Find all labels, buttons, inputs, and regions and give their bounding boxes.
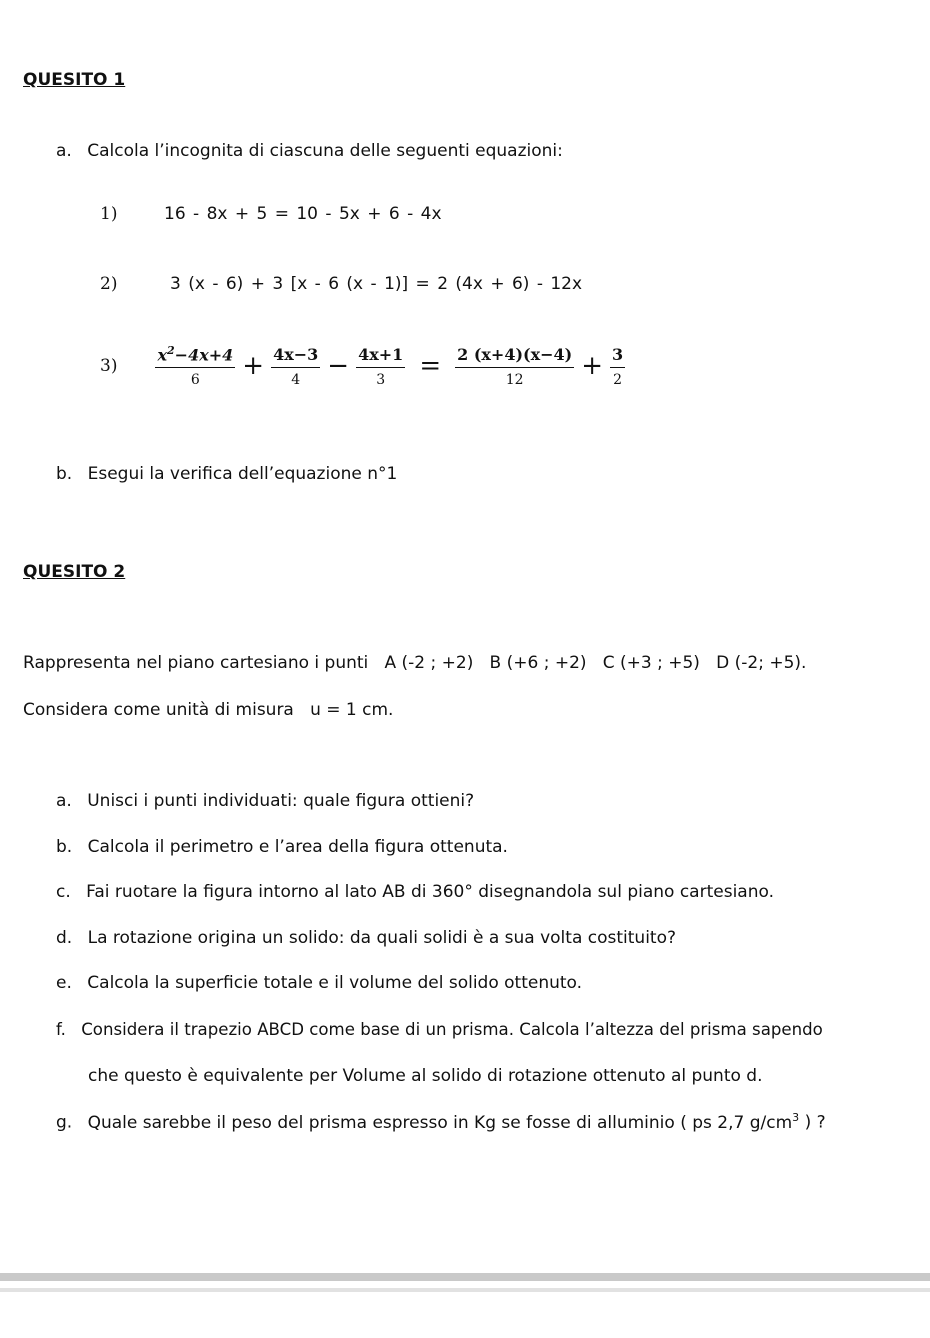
fraction-5-num: 3 xyxy=(610,345,625,368)
fraction-4 xyxy=(455,345,574,388)
q2-item-f-text: Considera il trapezio ABCD come base di un prisma. Calcola l’altezza del prisma sapendo xyxy=(81,1020,823,1039)
fraction-2 xyxy=(271,345,320,388)
q2-intro-unit: Considera come unità di misura u = 1 cm. xyxy=(23,700,394,720)
q2-item-a xyxy=(56,791,474,811)
q2-item-f-continuation xyxy=(88,1066,763,1086)
q2-item-f xyxy=(56,1020,823,1039)
q2-item-f-continuation-text: che questo è equivalente per Volume al solido di rotazione ottenuto al punto d. xyxy=(88,1066,763,1086)
fraction-2-den: 4 xyxy=(291,371,301,388)
operator-plus-2: + xyxy=(581,351,604,382)
fraction-5-den: 2 xyxy=(613,371,623,388)
fraction-4-num: 2 (x+4)(x−4) xyxy=(455,345,574,368)
q2-item-e xyxy=(56,973,582,993)
equation-1-text: 16 - 8x + 5 = 10 - 5x + 6 - 4x xyxy=(164,204,442,224)
q2-item-d xyxy=(56,928,676,948)
q1-item-a-text: Calcola l’incognita di ciascuna delle seguenti equazioni: xyxy=(87,141,563,161)
q2-item-g xyxy=(56,1111,826,1133)
equation-1-number: 1) xyxy=(100,204,118,224)
q2-item-f-marker: f. xyxy=(56,1020,66,1039)
q2-item-b-marker: b. xyxy=(56,837,73,857)
q2-item-g-marker: g. xyxy=(56,1112,73,1133)
page-bottom-divider xyxy=(0,1273,930,1281)
q2-intro-points: Rappresenta nel piano cartesiano i punti A (-2 ; +2) B (+6 ; +2) C (+3 ; +5) D (-2; +5). xyxy=(23,653,807,673)
operator-minus: − xyxy=(327,351,350,382)
equation-2 xyxy=(100,274,583,294)
q1-item-b-text: Esegui la verifica dell’equazione n°1 xyxy=(87,464,398,484)
operator-equals: = xyxy=(419,351,442,382)
operator-plus-1: + xyxy=(242,351,265,382)
q2-item-g-superscript: 3 xyxy=(792,1111,800,1124)
quesito-2-title: QUESITO 2 xyxy=(23,562,126,582)
fraction-1 xyxy=(155,344,235,388)
q1-item-b xyxy=(56,464,397,484)
fraction-3-num: 4x+1 xyxy=(356,345,405,368)
q2-item-e-text: Calcola la superficie totale e il volume del solido ottenuto. xyxy=(87,973,583,993)
q2-item-g-text-end: ) ? xyxy=(799,1112,826,1133)
q2-item-e-marker: e. xyxy=(56,973,72,993)
q2-item-b-text: Calcola il perimetro e l’area della figura ottenuta. xyxy=(87,837,508,857)
fraction-2-num: 4x−3 xyxy=(271,345,320,368)
fraction-1-num-exp: 2 xyxy=(167,344,175,357)
q1-item-a xyxy=(56,141,563,161)
fraction-5 xyxy=(610,345,625,388)
equation-2-number: 2) xyxy=(100,274,118,294)
q1-item-a-marker: a. xyxy=(56,141,72,161)
q2-item-g-text: Quale sarebbe il peso del prisma espresso in Kg se fosse di alluminio ( ps 2,7 g/cm xyxy=(87,1112,793,1133)
quesito-1-title: QUESITO 1 xyxy=(23,70,126,90)
q1-item-b-marker: b. xyxy=(56,464,73,484)
equation-3 xyxy=(100,344,629,388)
fraction-1-num-x: x xyxy=(157,345,167,365)
q2-item-b xyxy=(56,837,508,857)
q2-item-d-marker: d. xyxy=(56,928,73,948)
q2-item-a-marker: a. xyxy=(56,791,72,811)
equation-1 xyxy=(100,204,442,224)
equation-2-text: 3 (x - 6) + 3 [x - 6 (x - 1)] = 2 (4x + 6) - 12x xyxy=(170,274,583,294)
fraction-4-den: 12 xyxy=(505,371,524,388)
fraction-1-den: 6 xyxy=(190,372,200,389)
q2-item-a-text: Unisci i punti individuati: quale figura ottieni? xyxy=(87,791,475,811)
q2-item-c-text: Fai ruotare la figura intorno al lato AB di 360° disegnandola sul piano cartesiano. xyxy=(86,882,774,902)
equation-3-number: 3) xyxy=(100,356,118,377)
q2-item-c-marker: c. xyxy=(56,882,71,902)
fraction-3 xyxy=(356,345,405,388)
fraction-1-num-rest: −4x+4 xyxy=(174,345,234,365)
q2-item-d-text: La rotazione origina un solido: da quali solidi è a sua volta costituito? xyxy=(87,928,677,948)
page-bottom-divider-secondary xyxy=(0,1288,930,1292)
q2-item-c xyxy=(56,882,774,902)
fraction-3-den: 3 xyxy=(376,371,386,388)
